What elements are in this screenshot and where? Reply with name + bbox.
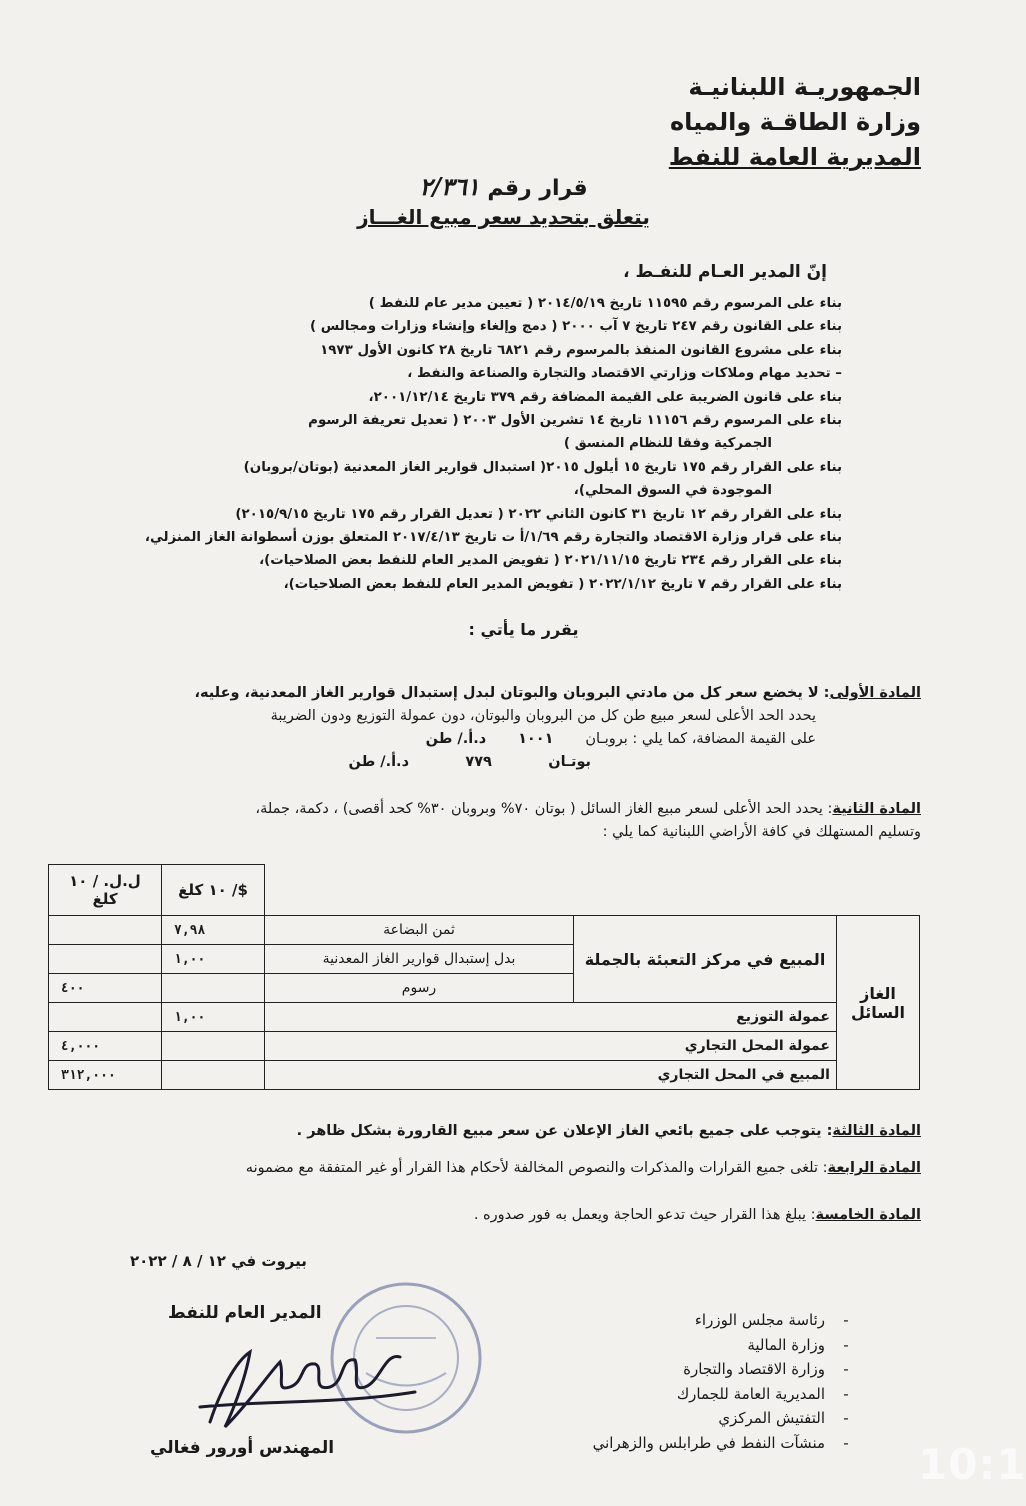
letterhead-ministry: وزارة الطاقـة والمياه <box>670 108 921 136</box>
distribution-list <box>527 1308 857 1455</box>
article-3-text: : يتوجب على جميع بائعي الغاز الإعلان عن سعر مبيع القارورة بشكل ظاهر . <box>296 1123 833 1139</box>
consideration-line: بناء على القرار رقم ٧ تاريخ ٢٠٢٢/١/١٢ ( تفويض المدير العام للنفط بعض الصلاحيات)، <box>283 576 842 592</box>
list-item: - منشآت النفط في طرابلس والزهراني <box>527 1431 857 1456</box>
consideration-line: بناء على قانون الضريبة على القيمة المضافة رقم ٣٧٩ تاريخ ٢٠٠١/١٢/١٤، <box>368 389 842 405</box>
col-header-lbp: ل.ل. / ١٠ كلغ <box>49 865 162 916</box>
decides-heading: يقرر ما يأتي : <box>468 620 579 639</box>
propane-unit: د.أ./ طن <box>425 731 487 747</box>
overlay-clock: 10:1 <box>918 1440 1026 1489</box>
article-4-label: المادة الرابعة <box>827 1160 921 1176</box>
list-item: - وزارة الاقتصاد والتجارة <box>527 1357 857 1382</box>
consideration-line: بناء على المرسوم رقم ١١٥٩٥ تاريخ ٢٠١٤/٥/١٩ ( تعيين مدير عام للنفط ) <box>368 296 842 311</box>
row-lbp <box>49 1003 162 1032</box>
butane-value: ٧٧٩ <box>465 754 492 770</box>
consideration-line: الجمركية وفقا للنظام المنسق ) <box>563 436 772 452</box>
col-header-usd: $/ ١٠ كلغ <box>162 865 265 916</box>
article-3 <box>81 1120 921 1143</box>
signatory-name: المهندس أورور فغالي <box>150 1438 335 1458</box>
table-header-row <box>49 865 920 916</box>
list-item: - المديرية العامة للجمارك <box>527 1382 857 1407</box>
article-1-line3: على القيمة المضافة، كما يلي : بروبـان ١٠٠١ د.أ./ طن <box>121 728 921 751</box>
row-usd <box>162 1032 265 1061</box>
row-usd: ٧,٩٨ <box>162 916 265 945</box>
article-1 <box>121 682 921 774</box>
decision-subject: يتعلق بتحديد سعر مبيع الغـــاز <box>357 205 650 229</box>
article-5 <box>81 1204 921 1227</box>
decision-number-value: ٢/٣٦١ <box>419 172 480 201</box>
list-item: - رئاسة مجلس الوزراء <box>527 1308 857 1333</box>
row-usd: ١,٠٠ <box>162 1003 265 1032</box>
table-row <box>49 1061 920 1090</box>
handwritten-signature <box>190 1332 420 1442</box>
article-1-text: : لا يخضع سعر كل من مادتي البروبان والبوتان لبدل إستبدال قوارير الغاز المعدنية، وعليه، <box>194 685 830 701</box>
consideration-line: بناء على القانون رقم ٢٤٧ تاريخ ٧ آب ٢٠٠٠ ( دمج وإلغاء وإنشاء وزارات ومجالس ) <box>309 319 842 335</box>
list-item: - التفتيش المركزي <box>527 1406 857 1431</box>
row-item: عمولة التوزيع <box>265 1003 837 1032</box>
article-2-text: : يحدد الحد الأعلى لسعر مبيع الغاز السائل ( بوتان ٧٠% وبروبان ٣٠% كحد أقصى) ، دكمة، جملة، <box>255 801 833 817</box>
place-date: بيروت في ١٢ / ٨ / ٢٠٢٢ <box>130 1252 307 1270</box>
row-item: المبيع في المحل التجاري <box>265 1061 837 1090</box>
row-usd <box>162 974 265 1003</box>
consideration-line: بناء على المرسوم رقم ١١١٥٦ تاريخ ١٤ تشرين الأول ٢٠٠٣ ( تعديل تعريفة الرسوم <box>308 413 842 429</box>
consideration-line: – تحديد مهام وملاكات وزارتي الاقتصاد والتجارة والصناعة والنفط ، <box>407 366 842 382</box>
bulk-label: المبيع في مركز التعبئة بالجملة <box>574 916 837 1003</box>
row-lbp: ٤٠٠ <box>49 974 162 1003</box>
row-lbp <box>49 916 162 945</box>
article-4-text: : تلغى جميع القرارات والمذكرات والنصوص المخالفة لأحكام هذا القرار أو غير المتفقة مع مضمونه <box>245 1160 828 1176</box>
intro-line: إنّ المدير العـام للنفـط ، <box>623 262 827 282</box>
article-1-line2: يحدد الحد الأعلى لسعر مبيع طن كل من البروبان والبوتان، دون عمولة التوزيع ودون الضريبة <box>270 708 816 724</box>
letterhead-directorate: المديرية العامة للنفط <box>668 143 921 171</box>
article-3-label: المادة الثالثة <box>832 1123 921 1139</box>
row-lbp: ٤,٠٠٠ <box>49 1032 162 1061</box>
row-item: ثمن البضاعة <box>265 916 574 945</box>
decision-number-label: قرار رقم <box>487 176 588 201</box>
row-item: بدل إستبدال قوارير الغاز المعدنية <box>265 945 574 974</box>
consideration-line: بناء على القرار رقم ٢٣٤ تاريخ ٢٠٢١/١١/١٥ ( تفويض المدير العام للنفط بعض الصلاحيات)، <box>259 553 842 569</box>
consideration-line: بناء على القرار رقم ١٧٥ تاريخ ١٥ أيلول ٢٠١٥( استبدال قوارير الغاز المعدنية (بوتان/بروبان) <box>243 459 842 475</box>
letterhead-republic: الجمهوريـة اللبنانيـة <box>688 73 921 101</box>
group-label: الغاز السائل <box>837 916 920 1090</box>
article-1-line4 <box>121 751 921 774</box>
table-row <box>49 1032 920 1061</box>
article-2-label: المادة الثانية <box>832 801 921 817</box>
consideration-line: بناء على قرار وزارة الاقتصاد والتجارة رقم ١/٦٩/أ ت تاريخ ٢٠١٧/٤/١٣ المتعلق بوزن أسطوانة الغاز المنزلي، <box>144 530 842 546</box>
row-item: عمولة المحل التجاري <box>265 1032 837 1061</box>
row-lbp: ٣١٢,٠٠٠ <box>49 1061 162 1090</box>
list-item: - وزارة المالية <box>527 1333 857 1358</box>
article-1-label: المادة الأولى <box>829 685 921 701</box>
consideration-line: الموجودة في السوق المحلي)، <box>573 483 772 499</box>
signatory-title: المدير العام للنفط <box>168 1303 322 1323</box>
article-5-label: المادة الخامسة <box>815 1207 921 1223</box>
consideration-line: بناء على القرار رقم ١٢ تاريخ ٣١ كانون الثاني ٢٠٢٢ ( تعديل القرار رقم ١٧٥ تاريخ ٢٠١٥/٩/١٥) <box>235 506 842 522</box>
row-lbp <box>49 945 162 974</box>
table-row <box>49 1003 920 1032</box>
price-table <box>48 864 920 1090</box>
considerations <box>82 292 842 596</box>
article-4 <box>81 1157 921 1180</box>
article-5-text: : يبلغ هذا القرار حيث تدعو الحاجة ويعمل به فور صدوره . <box>473 1207 816 1223</box>
butane-label: بوتـان <box>548 754 591 770</box>
letterhead <box>669 70 921 175</box>
row-usd <box>162 1061 265 1090</box>
article-2 <box>61 798 921 844</box>
row-item: رسوم <box>265 974 574 1003</box>
table-row <box>49 916 920 945</box>
decision-number <box>0 172 1007 201</box>
article-2-text-cont: وتسليم المستهلك في كافة الأراضي اللبنانية كما يلي : <box>602 824 921 840</box>
butane-unit: د.أ./ طن <box>348 754 410 770</box>
consideration-line: بناء على مشروع القانون المنفذ بالمرسوم رقم ٦٨٢١ تاريخ ٢٨ كانون الأول ١٩٧٣ <box>320 342 842 358</box>
propane-value: ١٠٠١ <box>518 731 554 747</box>
row-usd: ١,٠٠ <box>162 945 265 974</box>
